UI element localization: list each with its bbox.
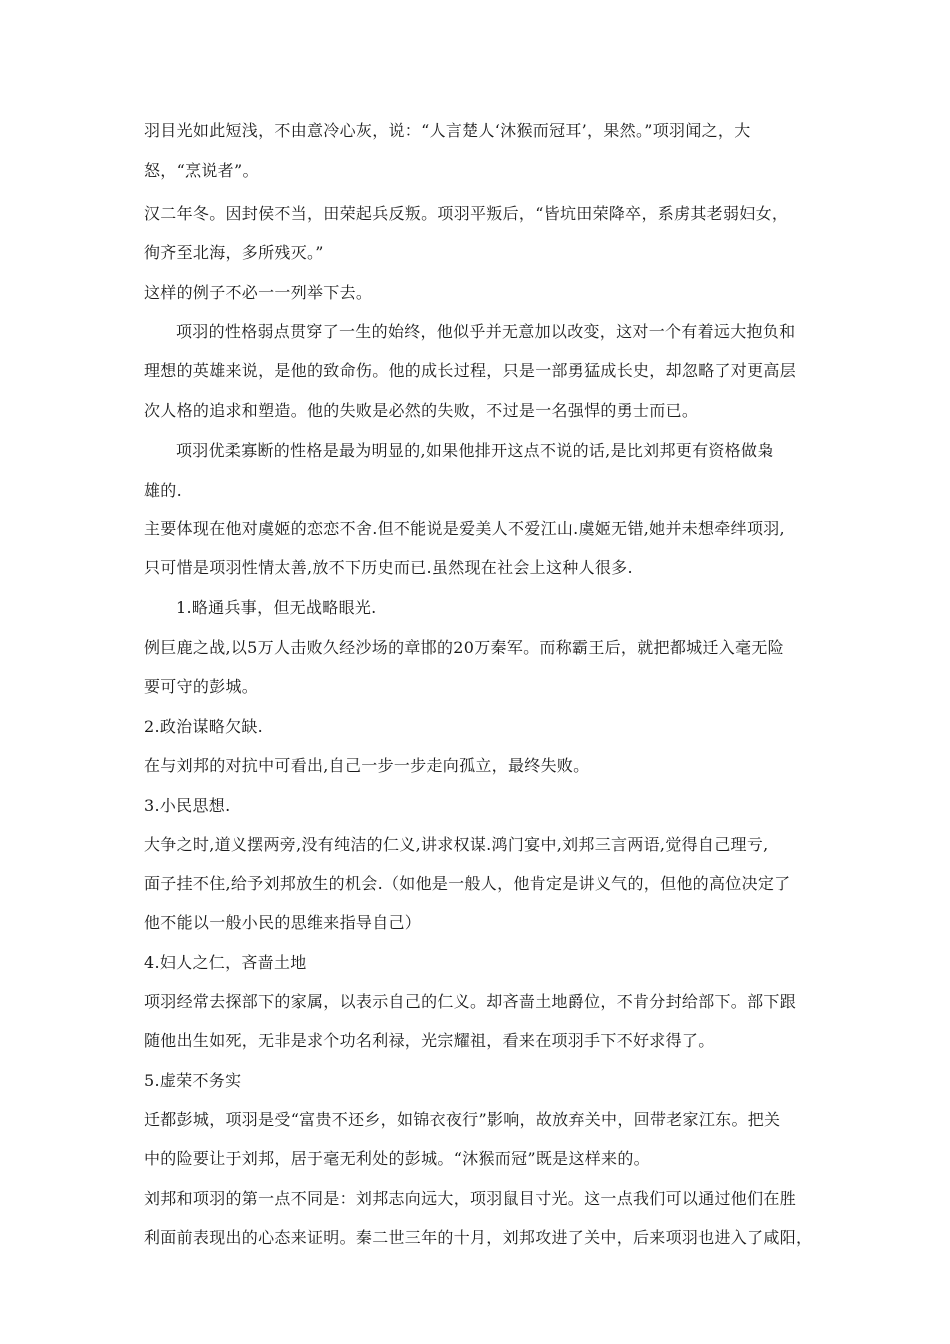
paragraph-first-line: 项羽优柔寡断的性格是最为明显的,如果他排开这点不说的话,是比刘邦更有资格做枭 (176, 441, 774, 460)
list-heading: 5.虚荣不务实 (144, 1071, 242, 1090)
text-line: 中的险要让于刘邦，居于毫无利处的彭城。“沐猴而冠”既是这样来的。 (144, 1149, 650, 1168)
text-line: 次人格的追求和塑造。他的失败是必然的失败，不过是一名强悍的勇士而已。 (144, 401, 699, 420)
text-line: 羽目光如此短浅，不由意冷心灰，说：“人言楚人‘沐猴而冠耳’，果然。”项羽闻之，大 (144, 121, 751, 140)
text-line: 要可守的彭城。 (144, 677, 259, 696)
text-line: 徇齐至北海，多所残灭。” (144, 243, 324, 262)
text-line: 怒，“烹说者”。 (144, 161, 259, 180)
text-line: 大争之时,道义摆两旁,没有纯洁的仁义,讲求权谋.鸿门宴中,刘邦三言两语,觉得自己理亏, (144, 835, 769, 854)
list-heading: 2.政治谋略欠缺. (144, 717, 264, 736)
text-line: 只可惜是项羽性情太善,放不下历史而已.虽然现在社会上这种人很多. (144, 558, 633, 577)
text-line: 理想的英雄来说，是他的致命伤。他的成长过程，只是一部勇猛成长史，却忽略了对更高层 (144, 361, 797, 380)
text-line: 雄的. (144, 481, 182, 500)
list-heading: 3.小民思想. (144, 796, 231, 815)
text-line: 主要体现在他对虞姬的恋恋不舍.但不能说是爱美人不爱江山.虞姬无错,她并未想牵绊项羽, (144, 519, 785, 538)
text-line: 项羽经常去探部下的家属，以表示自己的仁义。却吝啬土地爵位，不肯分封给部下。部下跟 (144, 992, 797, 1011)
text-line: 刘邦和项羽的第一点不同是：刘邦志向远大，项羽鼠目寸光。这一点我们可以通过他们在胜 (144, 1189, 797, 1208)
text-line: 利面前表现出的心态来证明。秦二世三年的十月，刘邦攻进了关中，后来项羽也进入了咸阳， (144, 1228, 813, 1247)
text-line: 面子挂不住,给予刘邦放生的机会.（如他是一般人，他肯定是讲义气的，但他的高位决定了 (144, 874, 791, 893)
list-heading: 1.略通兵事，但无战略眼光. (176, 598, 377, 617)
text-line: 他不能以一般小民的思维来指导自己） (144, 913, 422, 932)
text-line: 这样的例子不必一一列举下去。 (144, 283, 373, 302)
text-line: 汉二年冬。因封侯不当，田荣起兵反叛。项羽平叛后，“皆坑田荣降卒，系虏其老弱妇女， (144, 204, 789, 223)
text-line: 在与刘邦的对抗中可看出,自己一步一步走向孤立，最终失败。 (144, 756, 590, 775)
paragraph-first-line: 项羽的性格弱点贯穿了一生的始终，他似乎并无意加以改变，这对一个有着远大抱负和 (176, 322, 796, 341)
text-line: 迁都彭城，项羽是受“富贵不还乡，如锦衣夜行”影响，故放弃关中，回带老家江东。把关 (144, 1110, 781, 1129)
list-heading: 4.妇人之仁，吝啬土地 (144, 953, 307, 972)
text-line: 随他出生如死，无非是求个功名利禄，光宗耀祖，看来在项羽手下不好求得了。 (144, 1031, 715, 1050)
text-line: 例巨鹿之战,以5万人击败久经沙场的章邯的20万秦军。而称霸王后，就把都城迁入毫无险 (144, 638, 784, 657)
